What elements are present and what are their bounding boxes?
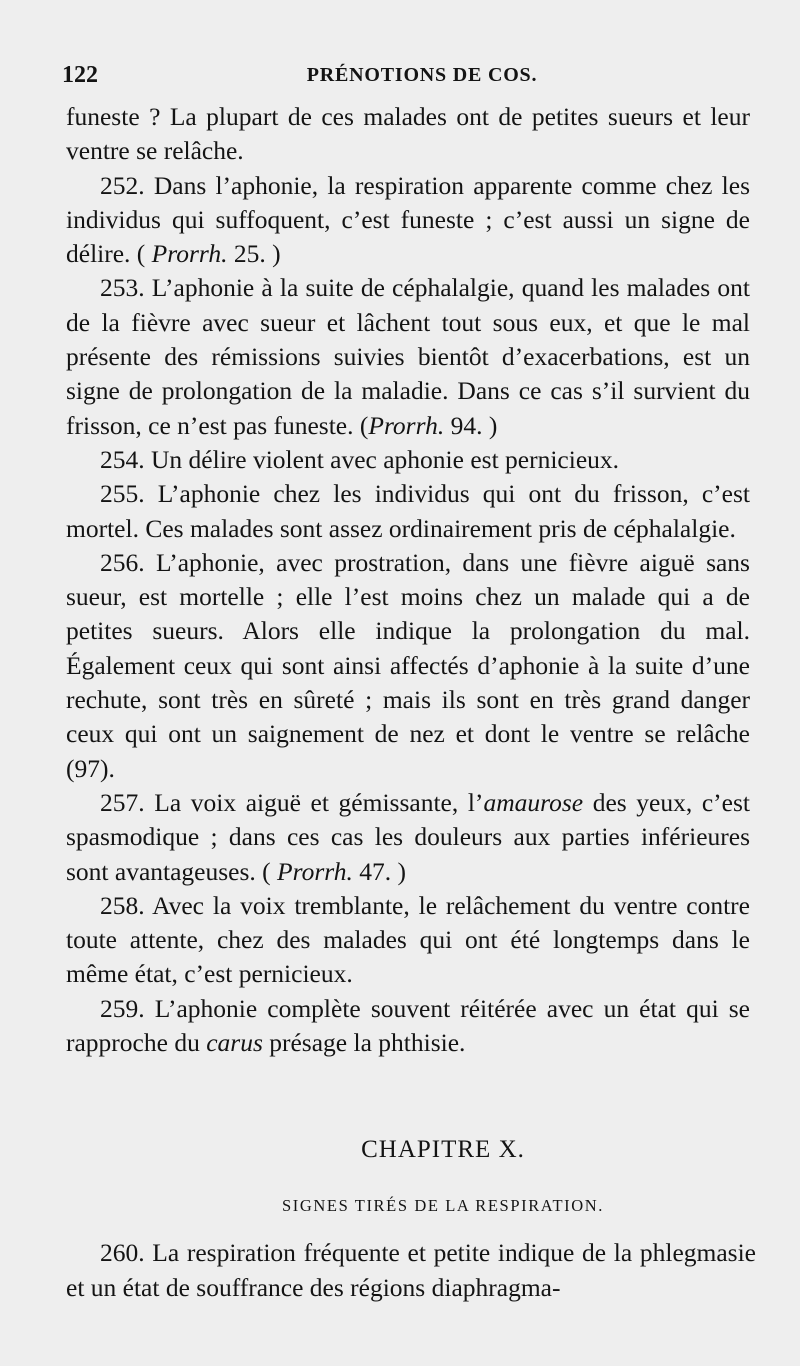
paragraph-252: 252. Dans l’aphonie, la respiration apparente comme chez les individus qui suffoquent, c’est funeste ; c’est aussi un signe de délire. ( Prorrh. 25. ) xyxy=(66,170,750,269)
paragraph-256: 256. L’aphonie, avec prostration, dans une fièvre aiguë sans sueur, est mortelle ; elle l’est moins chez un malade qui a de petites sueurs. Alors elle indique la prolongation du mal. Également ceux qui sont ainsi affectés d’aphonie à la suite d’une rechute, sont très en sûreté ; mais ils sont en très grand danger ceux qui ont un saignement de nez et dont le ventre se relâche (97). xyxy=(66,547,750,783)
italic-term: amaurose xyxy=(483,787,584,817)
reference-prorrh: Prorrh. xyxy=(277,856,353,886)
paragraph-253: 253. L’aphonie à la suite de céphalalgie, quand les malades ont de la fièvre avec sueur et lâchent tout sous eux, et que le mal présente des rémissions suivies bientôt d’exacerbations, est un signe de prolongation de la maladie. Dans ce cas s’il survient du frisson, ce n’est pas funeste. (Prorrh. 94. ) xyxy=(66,273,750,440)
paragraph-259: 259. L’aphonie complète souvent réitérée avec un état qui se rapproche du carus présage la phthisie. xyxy=(66,993,750,1058)
paragraph-258: 258. Avec la voix tremblante, le relâchement du ventre contre toute attente, chez des malades qui ont été longtemps dans le même état, c’est pernicieux. xyxy=(66,890,750,989)
paragraph-254: 254. Un délire violent avec aphonie est pernicieux. xyxy=(100,444,620,474)
page-number: 122 xyxy=(62,62,98,88)
body-text xyxy=(66,100,750,1060)
paragraph-255: 255. L’aphonie chez les individus qui ont du frisson, c’est mortel. Ces malades sont assez ordinairement pris de céphalalgie. xyxy=(66,479,750,543)
italic-term: carus xyxy=(206,1028,263,1058)
running-title: PRÉNOTIONS DE COS. xyxy=(306,64,538,86)
running-head xyxy=(62,62,742,92)
paragraph-257: 257. La voix aiguë et gémissante, l’amaurose des yeux, c’est spasmodique ; dans ces cas les douleurs aux parties inférieures sont avantageuses. ( Prorrh. 47. ) xyxy=(66,787,750,886)
paragraph-260: 260. La respiration fréquente et petite indique de la phlegmasie et un état de souffrance des régions diaphragma- xyxy=(66,1238,756,1302)
chapter-title: CHAPITRE X. xyxy=(361,1136,525,1163)
body-text-continued xyxy=(66,1236,756,1305)
paragraph-continuation: funeste ? La plupart de ces malades ont de petites sueurs et leur ventre se relâche. xyxy=(66,102,750,166)
section-title: SIGNES TIRÉS DE LA RESPIRATION. xyxy=(281,1196,605,1215)
reference-prorrh: Prorrh. xyxy=(151,239,228,269)
reference-prorrh: Prorrh. xyxy=(368,410,445,440)
